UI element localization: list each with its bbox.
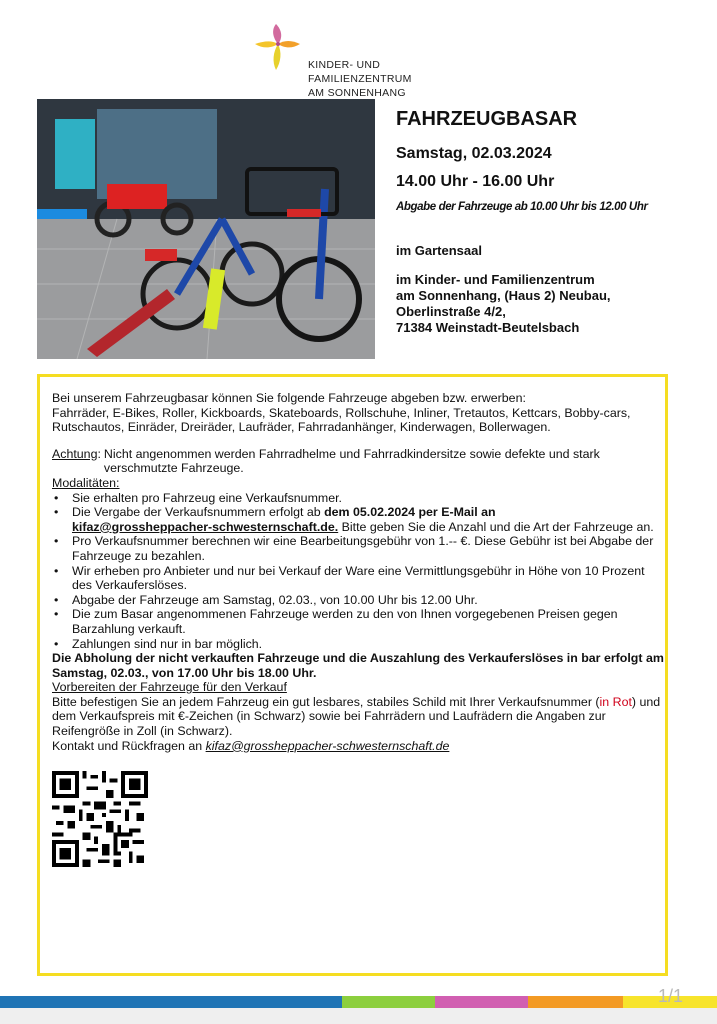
pdf-viewer-bar [0,1008,717,1024]
list-item: • Zahlungen sind nur in bar möglich. [52,637,665,652]
band-segment [170,996,342,1008]
list-item: • Wir erheben pro Anbieter und nur bei Verkauf der Ware eine Vermittlungsgebühr in Höhe von 10 Prozent des Verkauferslöses. [52,564,665,593]
address-line: 71384 Weinstadt-Beutelsbach [396,320,580,335]
page-indicator: 1/1 [657,986,683,1006]
dropoff-note: Abgabe der Fahrzeuge ab 10.00 Uhr bis 12.00 Uhr [396,201,648,213]
event-title: FAHRZEUGBASAR [396,108,578,130]
contact-email-link[interactable]: kifaz@grossheppacher-schwesternschaft.de [205,738,450,753]
address [396,272,706,336]
list-item: • Sie erhalten pro Fahrzeug eine Verkaufsnummer. [52,491,665,506]
logo-cross-icon [252,22,304,72]
achtung-label: Achtung [52,446,98,461]
achtung-text: Nicht angenommen werden Fahrradhelme und Fahrradkindersitze sowie defekte und stark verschmutzte Fahrzeuge. [103,446,600,476]
address-line: im Kinder- und Familienzentrum [396,272,595,287]
color-band [0,996,717,1008]
modalities-list [52,491,665,652]
email-date: dem 05.02.2024 per E-Mail an [324,505,496,520]
list-item: • Die zum Basar angenommenen Fahrzeuge werden zu den von Ihnen vorgegebenen Preisen gegen Barzahlung verkauft. [52,607,665,636]
bicycles-photo [37,99,375,359]
red-label-note: in Rot [599,694,632,709]
band-segment [342,996,435,1008]
venue: im Gartensaal [396,243,482,258]
qr-code-icon[interactable] [52,771,148,867]
address-line: am Sonnenhang, (Haus 2) Neubau, [396,288,611,303]
vehicle-list: Fahrräder, E-Bikes, Roller, Kickboards, Skateboards, Rollschuhe, Inliner, Tretautos, Kettcars, Bobby-cars, Rutschautos, Einräder, Dreiräder, Laufräder, Fahrradanhänger, Kinderwagen, Bollerwagen. [52,405,631,435]
event-time: 14.00 Uhr - 16.00 Uhr [396,173,555,190]
logo-line-2: AM SONNENHANG [308,87,406,99]
logo [252,22,482,99]
list-item: • Abgabe der Fahrzeuge am Samstag, 02.03., von 10.00 Uhr bis 12.00 Uhr. [52,593,665,608]
email-link[interactable]: kifaz@grossheppacher-schwesternschaft.de. [72,519,339,534]
band-segment [435,996,528,1008]
intro-text: Bei unserem Fahrzeugbasar können Sie folgende Fahrzeuge abgeben bzw. erwerben: [52,391,526,405]
address-line: Oberlinstraße 4/2, [396,304,506,319]
contact-text: Kontakt und Rückfragen an kifaz@grossheppacher-schwesternschaft.de [52,738,450,753]
prep-title: Vorbereiten der Fahrzeuge für den Verkauf [52,680,287,695]
list-item: • Pro Verkaufsnummer berechnen wir eine Bearbeitungsgebühr von 1.-- €. Diese Gebühr ist bei Abgabe der Fahrzeuge zu bezahlen. [52,534,665,563]
band-segment [528,996,623,1008]
modalities-title: Modalitäten: [52,475,120,490]
logo-line-1: KINDER- UND FAMILIENZENTRUM [308,59,412,85]
list-item: • Die Vergabe der Verkaufsnummern erfolgt ab dem 05.02.2024 per E-Mail an kifaz@grossheppacher-schwesternschaft.de. Bitte geben Sie die Anzahl und die Art der Fahrzeuge an. [52,505,665,534]
event-date: Samstag, 02.03.2024 [396,145,552,162]
band-segment [0,996,170,1008]
event-header [396,108,706,336]
pickup-text: Die Abholung der nicht verkauften Fahrzeuge und die Auszahlung des Verkauferslöses in bar erfolgt am Samstag, 02.03., von 17.00 Uhr bis 18.00 Uhr. [52,651,664,680]
achtung-note: Achtung: Nicht angenommen werden Fahrradhelme und Fahrradkindersitze sowie defekte und stark verschmutzte Fahrzeuge. [52,447,665,476]
prep-text: Bitte befestigen Sie an jedem Fahrzeug ein gut lesbares, stabiles Schild mit Ihrer Verkaufsnummer (in Rot) und dem Verkaufspreis mit €-Zeichen (in Schwarz) sowie bei Fahrrädern und Laufrädern die Angaben zur Reifengröße in Zoll (in Schwarz). [52,694,661,739]
info-box [37,374,668,976]
